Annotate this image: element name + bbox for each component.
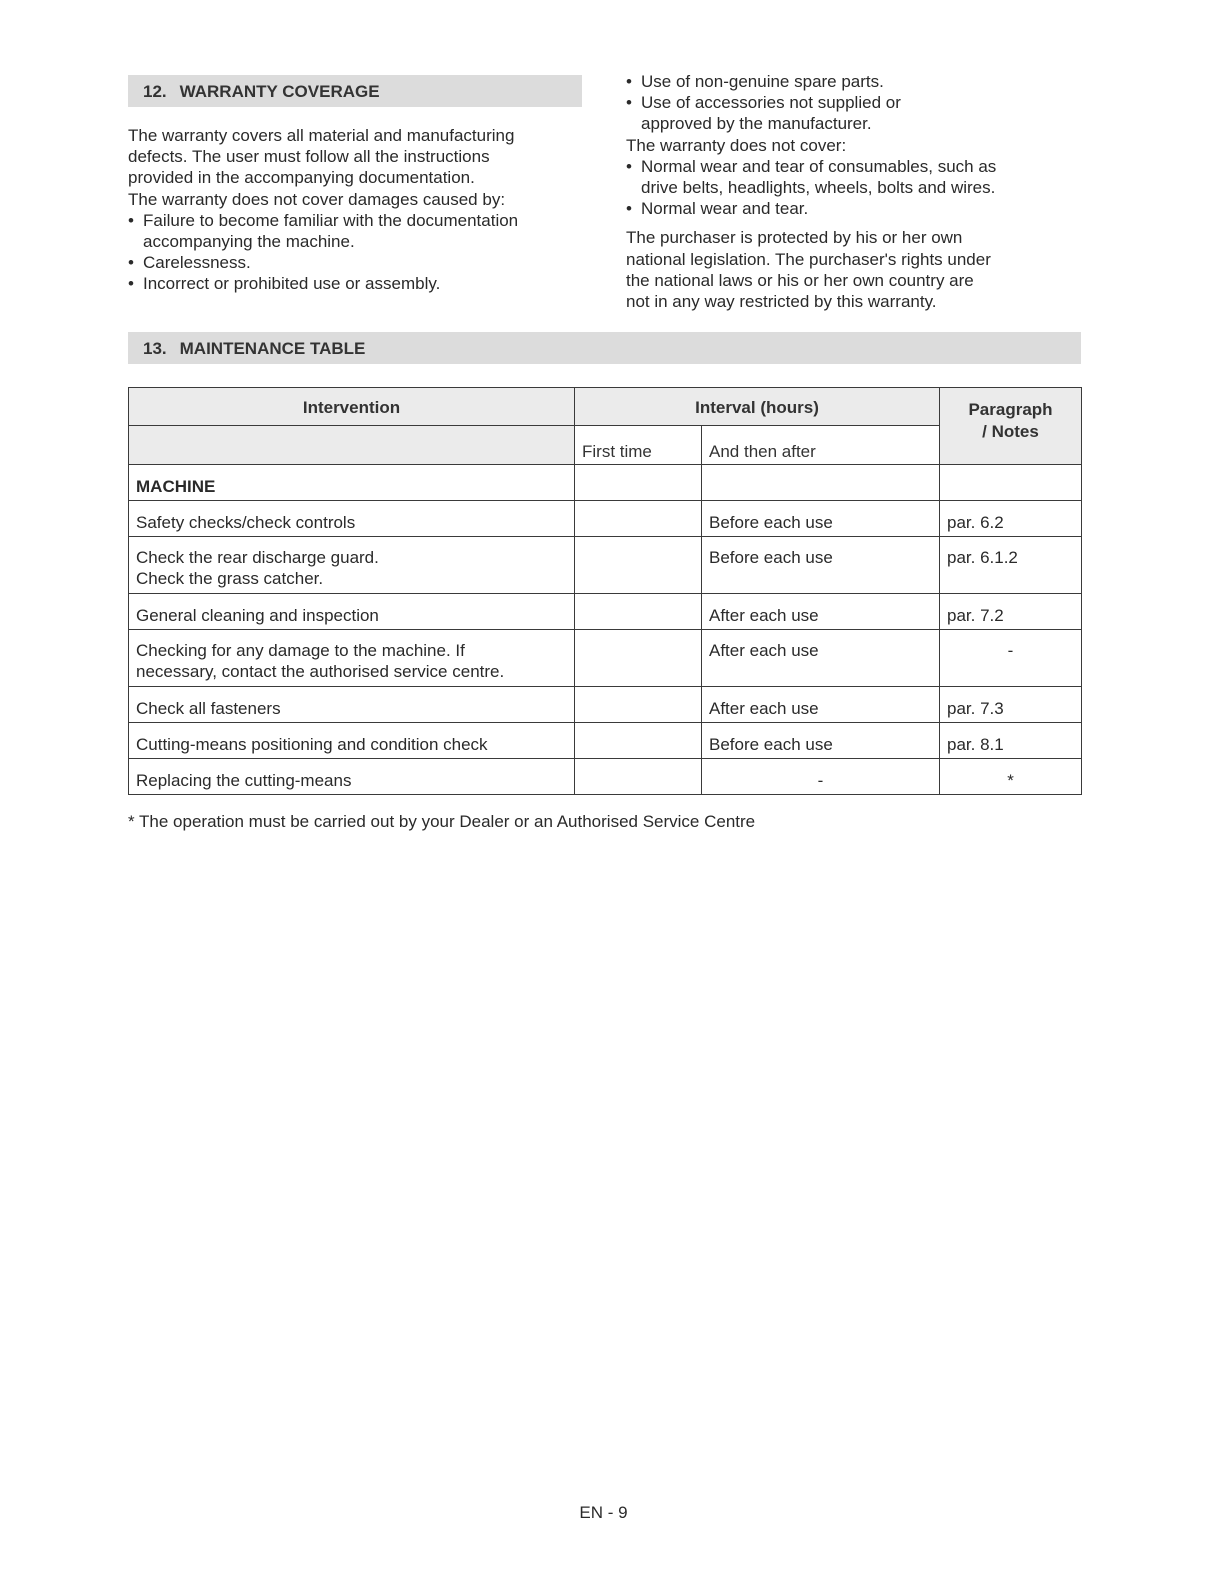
bullet-text-cont: drive belts, headlights, wheels, bolts and wires. bbox=[641, 178, 996, 198]
intervention-line1: Checking for any damage to the machine. If bbox=[136, 641, 465, 660]
warranty-intro-line: provided in the accompanying documentation. bbox=[128, 168, 475, 188]
then-after-cell: - bbox=[702, 759, 940, 795]
purchaser-line: The purchaser is protected by his or her own bbox=[626, 228, 963, 248]
table-row bbox=[129, 630, 1082, 687]
first-time-cell bbox=[575, 723, 702, 759]
paragraph-cell: - bbox=[940, 630, 1082, 687]
intervention-cell bbox=[129, 630, 575, 687]
bullet-text-cont: accompanying the machine. bbox=[143, 232, 355, 252]
table-footnote: * The operation must be carried out by your Dealer or an Authorised Service Centre bbox=[128, 812, 756, 831]
page-number: EN - 9 bbox=[579, 1503, 628, 1522]
then-after-cell: After each use bbox=[702, 594, 940, 630]
first-time-cell bbox=[575, 537, 702, 594]
purchaser-line: the national laws or his or her own country are bbox=[626, 270, 974, 290]
paragraph-cell: par. 6.2 bbox=[940, 501, 1082, 537]
table-row bbox=[129, 723, 1082, 759]
intervention-cell: General cleaning and inspection bbox=[129, 594, 575, 630]
paragraph-cell: par. 7.3 bbox=[940, 687, 1082, 723]
warranty-left-column bbox=[128, 125, 588, 295]
paragraph-cell: par. 6.1.2 bbox=[940, 537, 1082, 594]
subheader-then-after: And then after bbox=[702, 426, 940, 465]
warranty-intro-line: defects. The user must follow all the instructions bbox=[128, 147, 490, 167]
table-group-row bbox=[129, 465, 1082, 501]
bullet-text: • Failure to become familiar with the documentation bbox=[143, 210, 519, 230]
warranty-right-column bbox=[626, 71, 1086, 312]
then-after-cell: Before each use bbox=[702, 723, 940, 759]
table-header-row bbox=[129, 388, 1082, 426]
paragraph-cell: par. 8.1 bbox=[940, 723, 1082, 759]
section-12-title: WARRANTY COVERAGE bbox=[179, 82, 380, 101]
bullet-text: • Incorrect or prohibited use or assembly. bbox=[143, 274, 441, 294]
then-after-cell: Before each use bbox=[702, 537, 940, 594]
warranty-intro-line: The warranty does not cover damages caused by: bbox=[128, 189, 506, 209]
table-subheader-row bbox=[129, 426, 1082, 465]
header-paragraph-notes bbox=[940, 388, 1082, 465]
empty-cell bbox=[940, 465, 1082, 501]
bullet-item bbox=[128, 210, 588, 252]
table-row bbox=[129, 759, 1082, 795]
then-after-cell: After each use bbox=[702, 687, 940, 723]
section-12-number: 12. bbox=[143, 82, 167, 101]
bullet-text: • Use of non-genuine spare parts. bbox=[641, 72, 884, 91]
header-intervention: Intervention bbox=[129, 388, 575, 426]
section-12-header bbox=[128, 75, 582, 107]
bullet-item bbox=[128, 273, 588, 294]
purchaser-line: national legislation. The purchaser's rights under bbox=[626, 249, 991, 269]
bullet-text: • Normal wear and tear. bbox=[641, 199, 809, 219]
intervention-line2: Check the grass catcher. bbox=[136, 569, 324, 588]
bullet-text: • Normal wear and tear of consumables, such as bbox=[641, 156, 997, 176]
first-time-cell bbox=[575, 501, 702, 537]
first-time-cell bbox=[575, 630, 702, 687]
subheader-first-time: First time bbox=[575, 426, 702, 465]
section-13-number: 13. bbox=[143, 339, 167, 358]
table-row bbox=[129, 687, 1082, 723]
paragraph-cell: par. 7.2 bbox=[940, 594, 1082, 630]
table-row bbox=[129, 537, 1082, 594]
then-after-cell: Before each use bbox=[702, 501, 940, 537]
bullet-item bbox=[128, 252, 588, 273]
warranty-intro-line: The warranty covers all material and manufacturing bbox=[128, 126, 515, 145]
bullet-item bbox=[626, 198, 1086, 219]
bullet-item bbox=[626, 71, 1086, 92]
subheader-empty bbox=[129, 426, 575, 465]
first-time-cell bbox=[575, 687, 702, 723]
purchaser-line: not in any way restricted by this warranty. bbox=[626, 292, 937, 312]
bullet-item bbox=[626, 156, 1086, 198]
paragraph-cell: * bbox=[940, 759, 1082, 795]
header-paragraph-line2: / Notes bbox=[982, 422, 1039, 441]
intervention-cell: Check all fasteners bbox=[129, 687, 575, 723]
empty-cell bbox=[575, 465, 702, 501]
table-row bbox=[129, 501, 1082, 537]
intervention-cell bbox=[129, 537, 575, 594]
section-13-title: MAINTENANCE TABLE bbox=[179, 339, 366, 358]
bullet-text-cont: approved by the manufacturer. bbox=[641, 114, 872, 134]
then-after-cell: After each use bbox=[702, 630, 940, 687]
header-paragraph-line1: Paragraph bbox=[968, 400, 1053, 419]
bullet-text: • Carelessness. bbox=[143, 253, 251, 273]
group-machine: MACHINE bbox=[129, 465, 575, 501]
bullet-text: • Use of accessories not supplied or bbox=[641, 93, 901, 113]
maintenance-table bbox=[128, 387, 1082, 795]
intervention-cell: Safety checks/check controls bbox=[129, 501, 575, 537]
first-time-cell bbox=[575, 759, 702, 795]
empty-cell bbox=[702, 465, 940, 501]
section-13-header bbox=[128, 332, 1081, 364]
header-interval: Interval (hours) bbox=[575, 388, 940, 426]
intervention-line2: necessary, contact the authorised service centre. bbox=[136, 662, 505, 681]
table-row bbox=[129, 594, 1082, 630]
purchaser-paragraph bbox=[626, 227, 1086, 312]
bullet-item bbox=[626, 92, 1086, 134]
not-cover-text: The warranty does not cover: bbox=[626, 135, 847, 155]
intervention-line1: Check the rear discharge guard. bbox=[136, 548, 379, 567]
intervention-cell: Replacing the cutting-means bbox=[129, 759, 575, 795]
first-time-cell bbox=[575, 594, 702, 630]
intervention-cell: Cutting-means positioning and condition check bbox=[129, 723, 575, 759]
